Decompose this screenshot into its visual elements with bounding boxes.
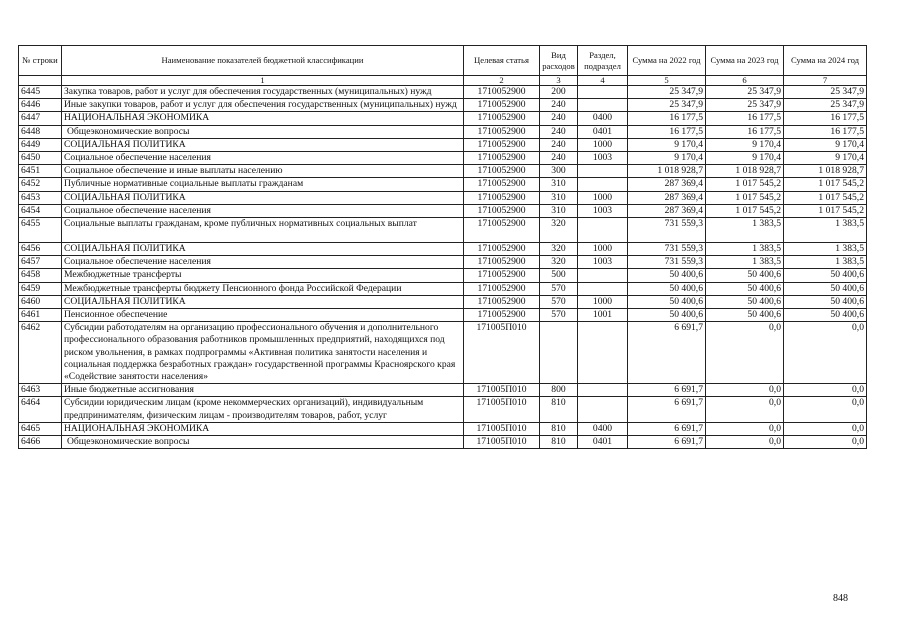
target-article: 171005П010	[464, 436, 540, 449]
indicator-name: Публичные нормативные социальные выплаты гражданам	[62, 178, 464, 191]
row-number: 6456	[19, 243, 62, 256]
section-code: 1003	[578, 256, 628, 269]
row-number: 6464	[19, 397, 62, 422]
section-code: 1003	[578, 152, 628, 165]
expense-type: 240	[540, 125, 578, 138]
target-article: 1710052900	[464, 152, 540, 165]
sum-2024: 50 400,6	[784, 269, 867, 282]
column-number: 4	[578, 76, 628, 86]
sum-2023: 25 347,9	[706, 86, 784, 99]
row-number: 6460	[19, 295, 62, 308]
row-number: 6457	[19, 256, 62, 269]
sum-2023: 50 400,6	[706, 309, 784, 322]
sum-2023: 1 017 545,2	[706, 178, 784, 191]
indicator-name: СОЦИАЛЬНАЯ ПОЛИТИКА	[62, 191, 464, 204]
indicator-name: Пенсионное обеспечение	[62, 309, 464, 322]
table-row	[19, 422, 867, 435]
expense-type: 320	[540, 218, 578, 243]
expense-type: 240	[540, 99, 578, 112]
section-code	[578, 178, 628, 191]
sum-2022: 287 369,4	[628, 191, 706, 204]
sum-2023: 1 383,5	[706, 218, 784, 243]
sum-2024: 16 177,5	[784, 125, 867, 138]
section-code	[578, 99, 628, 112]
expense-type: 570	[540, 282, 578, 295]
target-article: 1710052900	[464, 204, 540, 217]
header-sum-2024: Сумма на 2024 год	[784, 46, 867, 76]
header-row	[19, 46, 867, 76]
budget-table	[18, 45, 867, 449]
sum-2023: 9 170,4	[706, 152, 784, 165]
row-number: 6465	[19, 422, 62, 435]
target-article: 171005П010	[464, 384, 540, 397]
sum-2022: 50 400,6	[628, 282, 706, 295]
section-code: 1000	[578, 191, 628, 204]
expense-type: 570	[540, 309, 578, 322]
sum-2023: 1 018 928,7	[706, 165, 784, 178]
sum-2024: 1 017 545,2	[784, 204, 867, 217]
sum-2024: 16 177,5	[784, 112, 867, 125]
indicator-name: Иные бюджетные ассигнования	[62, 384, 464, 397]
indicator-name: Общеэкономические вопросы	[62, 436, 464, 449]
expense-type: 200	[540, 86, 578, 99]
row-number: 6458	[19, 269, 62, 282]
indicator-name: Иные закупки товаров, работ и услуг для обеспечения государственных (муниципальных) нужд	[62, 99, 464, 112]
expense-type: 570	[540, 295, 578, 308]
target-article: 171005П010	[464, 422, 540, 435]
table-row	[19, 152, 867, 165]
expense-type: 810	[540, 436, 578, 449]
indicator-name: Субсидии юридическим лицам (кроме некоммерческих организаций), индивидуальным предпринимателям, физическим лицам - производителям товаров, работ, услуг	[62, 397, 464, 422]
sum-2022: 9 170,4	[628, 138, 706, 151]
target-article: 171005П010	[464, 397, 540, 422]
section-code	[578, 397, 628, 422]
sum-2023: 50 400,6	[706, 295, 784, 308]
sum-2024: 25 347,9	[784, 99, 867, 112]
expense-type: 300	[540, 165, 578, 178]
section-code: 1000	[578, 295, 628, 308]
sum-2022: 6 691,7	[628, 436, 706, 449]
section-code	[578, 165, 628, 178]
sum-2023: 50 400,6	[706, 282, 784, 295]
section-code: 1001	[578, 309, 628, 322]
table-row	[19, 138, 867, 151]
sum-2022: 731 559,3	[628, 243, 706, 256]
target-article: 1710052900	[464, 138, 540, 151]
expense-type: 310	[540, 204, 578, 217]
row-number: 6450	[19, 152, 62, 165]
sum-2023: 0,0	[706, 397, 784, 422]
target-article: 1710052900	[464, 243, 540, 256]
target-article: 1710052900	[464, 269, 540, 282]
sum-2023: 25 347,9	[706, 99, 784, 112]
expense-type: 240	[540, 112, 578, 125]
section-code	[578, 86, 628, 99]
table-row	[19, 178, 867, 191]
indicator-name: НАЦИОНАЛЬНАЯ ЭКОНОМИКА	[62, 422, 464, 435]
section-code: 0400	[578, 422, 628, 435]
row-number: 6448	[19, 125, 62, 138]
section-code: 1000	[578, 243, 628, 256]
column-number-row	[19, 76, 867, 86]
target-article: 1710052900	[464, 309, 540, 322]
sum-2022: 50 400,6	[628, 295, 706, 308]
sum-2022: 6 691,7	[628, 422, 706, 435]
sum-2024: 50 400,6	[784, 282, 867, 295]
sum-2023: 1 383,5	[706, 256, 784, 269]
table-body	[19, 86, 867, 449]
expense-type: 810	[540, 422, 578, 435]
sum-2024: 1 383,5	[784, 243, 867, 256]
sum-2024: 1 017 545,2	[784, 191, 867, 204]
table-row	[19, 397, 867, 422]
page-number: 848	[833, 593, 848, 604]
column-number	[19, 76, 62, 86]
indicator-name: Закупка товаров, работ и услуг для обеспечения государственных (муниципальных) нужд	[62, 86, 464, 99]
target-article: 1710052900	[464, 86, 540, 99]
expense-type: 240	[540, 152, 578, 165]
sum-2023: 1 017 545,2	[706, 191, 784, 204]
sum-2024: 0,0	[784, 397, 867, 422]
sum-2024: 1 017 545,2	[784, 178, 867, 191]
indicator-name: СОЦИАЛЬНАЯ ПОЛИТИКА	[62, 138, 464, 151]
sum-2022: 25 347,9	[628, 86, 706, 99]
expense-type: 310	[540, 191, 578, 204]
sum-2024: 0,0	[784, 436, 867, 449]
sum-2024: 1 383,5	[784, 256, 867, 269]
expense-type	[540, 322, 578, 384]
sum-2022: 6 691,7	[628, 397, 706, 422]
sum-2024: 25 347,9	[784, 86, 867, 99]
target-article: 1710052900	[464, 256, 540, 269]
sum-2023: 16 177,5	[706, 125, 784, 138]
row-number: 6459	[19, 282, 62, 295]
target-article: 1710052900	[464, 125, 540, 138]
header-section: Раздел, подраздел	[578, 46, 628, 76]
expense-type: 810	[540, 397, 578, 422]
section-code: 0401	[578, 436, 628, 449]
row-number: 6463	[19, 384, 62, 397]
sum-2022: 16 177,5	[628, 125, 706, 138]
indicator-name: НАЦИОНАЛЬНАЯ ЭКОНОМИКА	[62, 112, 464, 125]
sum-2022: 6 691,7	[628, 384, 706, 397]
sum-2022: 287 369,4	[628, 204, 706, 217]
indicator-name: Межбюджетные трансферты	[62, 269, 464, 282]
row-number: 6462	[19, 322, 62, 384]
section-code: 0401	[578, 125, 628, 138]
table-row	[19, 384, 867, 397]
expense-type: 320	[540, 243, 578, 256]
indicator-name: Межбюджетные трансферты бюджету Пенсионного фонда Российской Федерации	[62, 282, 464, 295]
sum-2022: 6 691,7	[628, 322, 706, 384]
indicator-name: Социальное обеспечение населения	[62, 152, 464, 165]
section-code: 1000	[578, 138, 628, 151]
sum-2022: 50 400,6	[628, 309, 706, 322]
table-row	[19, 322, 867, 384]
sum-2023: 1 017 545,2	[706, 204, 784, 217]
row-number: 6454	[19, 204, 62, 217]
section-code: 1003	[578, 204, 628, 217]
header-exp-type: Вид расходов	[540, 46, 578, 76]
table-row	[19, 436, 867, 449]
sum-2024: 50 400,6	[784, 295, 867, 308]
header-sum-2023: Сумма на 2023 год	[706, 46, 784, 76]
target-article: 1710052900	[464, 295, 540, 308]
sum-2022: 50 400,6	[628, 269, 706, 282]
sum-2023: 50 400,6	[706, 269, 784, 282]
sum-2024: 0,0	[784, 422, 867, 435]
sum-2024: 50 400,6	[784, 309, 867, 322]
table-row	[19, 204, 867, 217]
row-number: 6447	[19, 112, 62, 125]
sum-2022: 1 018 928,7	[628, 165, 706, 178]
table-row	[19, 269, 867, 282]
sum-2024: 0,0	[784, 384, 867, 397]
indicator-name: СОЦИАЛЬНАЯ ПОЛИТИКА	[62, 243, 464, 256]
row-number: 6453	[19, 191, 62, 204]
indicator-name: Социальное обеспечение и иные выплаты населению	[62, 165, 464, 178]
header-target: Целевая статья	[464, 46, 540, 76]
target-article: 1710052900	[464, 99, 540, 112]
table-row	[19, 86, 867, 99]
table-row	[19, 99, 867, 112]
sum-2022: 287 369,4	[628, 178, 706, 191]
table-row	[19, 295, 867, 308]
column-number: 6	[706, 76, 784, 86]
column-number: 7	[784, 76, 867, 86]
target-article: 1710052900	[464, 191, 540, 204]
row-number: 6446	[19, 99, 62, 112]
section-code	[578, 282, 628, 295]
indicator-name: Социальное обеспечение населения	[62, 256, 464, 269]
section-code	[578, 322, 628, 384]
target-article: 171005П010	[464, 322, 540, 384]
row-number: 6455	[19, 218, 62, 243]
table-row	[19, 125, 867, 138]
header-row-no: № строки	[19, 46, 62, 76]
indicator-name: Субсидии работодателям на организацию профессионального обучения и дополнительного профессионального образования работников промышленных предприятий, находящихся под риском увольнения, в рамках подпрограммы «Активная политика занятости населения и социальная поддержка безработных граждан» государственной программы Красноярского края «Содействие занятости населения»	[62, 322, 464, 384]
sum-2023: 0,0	[706, 322, 784, 384]
indicator-name: Социальные выплаты гражданам, кроме публичных нормативных социальных выплат	[62, 218, 464, 243]
row-number: 6449	[19, 138, 62, 151]
sum-2024: 0,0	[784, 322, 867, 384]
table-row	[19, 165, 867, 178]
sum-2023: 0,0	[706, 384, 784, 397]
table-row	[19, 112, 867, 125]
header-sum-2022: Сумма на 2022 год	[628, 46, 706, 76]
indicator-name: Социальное обеспечение населения	[62, 204, 464, 217]
column-number: 1	[62, 76, 464, 86]
section-code	[578, 218, 628, 243]
table-row	[19, 218, 867, 243]
sum-2024: 9 170,4	[784, 138, 867, 151]
sum-2022: 731 559,3	[628, 256, 706, 269]
section-code: 0400	[578, 112, 628, 125]
row-number: 6452	[19, 178, 62, 191]
column-number: 2	[464, 76, 540, 86]
sum-2023: 1 383,5	[706, 243, 784, 256]
indicator-name: Общеэкономические вопросы	[62, 125, 464, 138]
target-article: 1710052900	[464, 165, 540, 178]
sum-2022: 16 177,5	[628, 112, 706, 125]
target-article: 1710052900	[464, 282, 540, 295]
expense-type: 240	[540, 138, 578, 151]
sum-2022: 9 170,4	[628, 152, 706, 165]
sum-2022: 25 347,9	[628, 99, 706, 112]
column-number: 5	[628, 76, 706, 86]
sum-2023: 0,0	[706, 422, 784, 435]
row-number: 6466	[19, 436, 62, 449]
sum-2023: 9 170,4	[706, 138, 784, 151]
table-row	[19, 256, 867, 269]
column-number: 3	[540, 76, 578, 86]
sum-2023: 0,0	[706, 436, 784, 449]
row-number: 6461	[19, 309, 62, 322]
sum-2023: 16 177,5	[706, 112, 784, 125]
sum-2022: 731 559,3	[628, 218, 706, 243]
indicator-name: СОЦИАЛЬНАЯ ПОЛИТИКА	[62, 295, 464, 308]
expense-type: 800	[540, 384, 578, 397]
expense-type: 320	[540, 256, 578, 269]
table-row	[19, 309, 867, 322]
target-article: 1710052900	[464, 218, 540, 243]
section-code	[578, 269, 628, 282]
section-code	[578, 384, 628, 397]
sum-2024: 9 170,4	[784, 152, 867, 165]
header-name: Наименование показателей бюджетной классификации	[62, 46, 464, 76]
expense-type: 310	[540, 178, 578, 191]
expense-type: 500	[540, 269, 578, 282]
target-article: 1710052900	[464, 112, 540, 125]
target-article: 1710052900	[464, 178, 540, 191]
sum-2024: 1 018 928,7	[784, 165, 867, 178]
sum-2024: 1 383,5	[784, 218, 867, 243]
table-row	[19, 243, 867, 256]
row-number: 6445	[19, 86, 62, 99]
table-row	[19, 191, 867, 204]
row-number: 6451	[19, 165, 62, 178]
table-row	[19, 282, 867, 295]
